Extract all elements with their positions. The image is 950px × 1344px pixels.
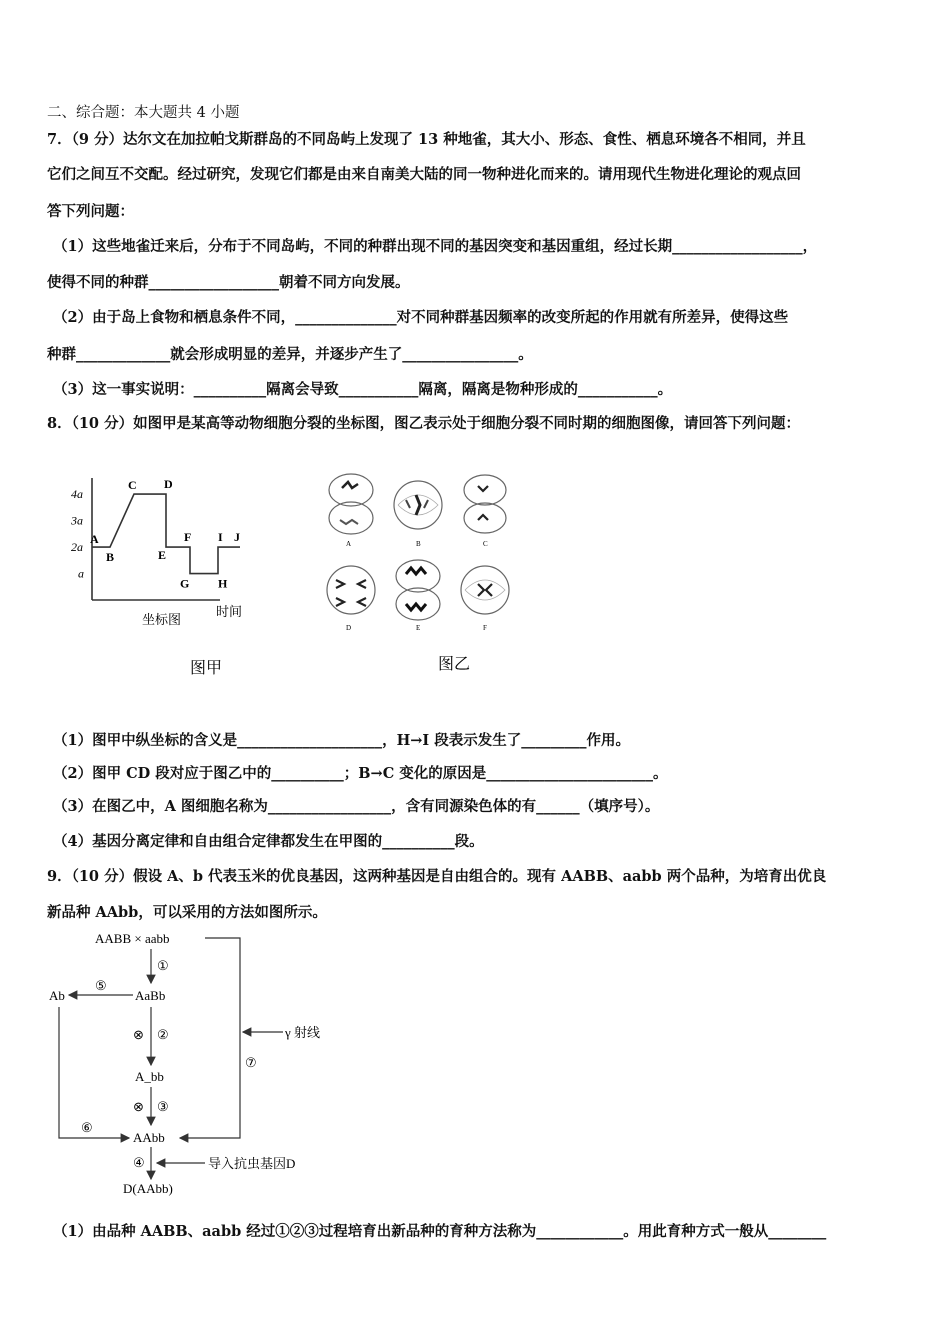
cell-label-a: A (346, 540, 352, 548)
step3-label: ③ (157, 1099, 169, 1114)
cell-label-d: D (346, 624, 352, 632)
chart-point-label: D (164, 477, 173, 492)
aabb-label: AAbb (133, 1130, 165, 1145)
chart-point-label: E (158, 548, 167, 563)
cell-label-e: E (416, 624, 421, 632)
breeding-diagram (45, 925, 345, 1200)
f1-label: AaBb (135, 988, 166, 1003)
parents-label: AABB × aabb (95, 931, 170, 946)
q8-stem: 8．（10 分）如图甲是某高等动物细胞分裂的坐标图，图乙表示处于细胞分裂不同时期的细胞图像，请回答下列问题： (47, 415, 801, 432)
y-tick-label: 2a (71, 540, 83, 555)
step7-label: ⑦ (245, 1055, 257, 1070)
figure-yi-caption: 图乙 (438, 656, 471, 673)
result-label: D(AAbb) (123, 1181, 173, 1196)
q9-stem-line2: 新品种 AAbb，可以采用的方法如图所示。 (47, 904, 327, 921)
cell-label-f: F (483, 624, 487, 632)
chart-point-label: I (218, 530, 223, 545)
step5-label: ⑤ (95, 978, 107, 993)
q7-part2-line1: （2）由于岛上食物和栖息条件不同，______________对不同种群基因频率的改变所起的作用就有所差异，使得这些 (53, 309, 789, 326)
chart-point-label: B (106, 550, 115, 565)
ab-label: Ab (49, 988, 65, 1003)
q9-part1: （1）由品种 AABB、aabb 经过①②③过程培育出新品种的育种方法称为____________。用此育种方式一般从________ (53, 1223, 827, 1240)
figure-yi-cells (318, 470, 528, 680)
chart-point-label: H (218, 576, 228, 591)
y-tick-label: a (78, 566, 84, 581)
chart-point-label: A (90, 532, 99, 547)
chart-point-label: F (184, 530, 192, 545)
y-tick-label: 4a (71, 487, 83, 502)
cell-c (464, 475, 506, 533)
chart-point-label: J (234, 530, 240, 545)
step1-label: ① (157, 958, 169, 973)
q7-stem-line2: 它们之间互不交配。经过研究，发现它们都是由来自南美大陆的同一物种进化而来的。请用现代生物进化理论的观点回 (47, 166, 801, 183)
figure-jia-chart (70, 470, 260, 680)
gamma-ray-label: γ 射线 (285, 1025, 320, 1040)
chart-point-label: C (128, 478, 137, 493)
cell-label-c: C (483, 540, 488, 548)
gene-insert-label: 导入抗虫基因D (208, 1156, 296, 1171)
chart-point-label: G (180, 576, 190, 591)
q7-part1-line1: （1）这些地雀迁来后，分布于不同岛屿，不同的种群出现不同的基因突变和基因重组，经过长期__________________， (53, 238, 818, 255)
q8-part2: （2）图甲 CD 段对应于图乙中的__________；B→C 变化的原因是_______________________。 (53, 765, 668, 782)
q8-part4: （4）基因分离定律和自由组合定律都发生在甲图的__________段。 (53, 833, 484, 850)
cell-d (327, 566, 375, 614)
cell-label-b: B (416, 540, 421, 548)
q7-part2-line2: 种群_____________就会形成明显的差异，并逐步产生了________________。 (47, 346, 533, 363)
q7-part1-line2: 使得不同的种群__________________朝着不同方向发展。 (47, 274, 410, 291)
chart-title: 坐标图 (142, 612, 182, 627)
cell-f (461, 566, 509, 614)
selfing-symbol-2: ⊗ (133, 1099, 144, 1114)
y-tick-label: 3a (71, 513, 83, 528)
chart-xlabel: 时间 (216, 604, 243, 619)
step6-label: ⑥ (81, 1120, 93, 1135)
figure-jia-caption: 图甲 (190, 660, 223, 677)
step2-label: ② (157, 1027, 169, 1042)
cell-e (396, 560, 440, 620)
section-title: 二、综合题：本大题共 4 小题 (47, 105, 240, 121)
step4-label: ④ (133, 1155, 145, 1170)
cell-b (394, 481, 442, 529)
q8-part3: （3）在图乙中，A 图细胞名称为_________________，含有同源染色体的有______（填序号）。 (53, 798, 660, 815)
q7-part3: （3）这一事实说明：__________隔离会导致___________隔离，隔离是物种形成的___________。 (53, 381, 673, 398)
q8-part1: （1）图甲中纵坐标的含义是____________________，H→I 段表示发生了_________作用。 (53, 732, 631, 749)
q9-stem-line1: 9．（10 分）假设 A、b 代表玉米的优良基因，这两种基因是自由组合的。现有 AABB、aabb 两个品种，为培育出优良 (47, 868, 827, 885)
q7-stem-line1: 7．（9 分）达尔文在加拉帕戈斯群岛的不同岛屿上发现了 13 种地雀，其大小、形态、食性、栖息环境各不相同，并且 (47, 131, 806, 148)
cell-a (329, 474, 373, 534)
selfing-symbol-1: ⊗ (133, 1027, 144, 1042)
abb-label: A_bb (135, 1069, 164, 1084)
q7-stem-line3: 答下列问题： (47, 203, 134, 220)
